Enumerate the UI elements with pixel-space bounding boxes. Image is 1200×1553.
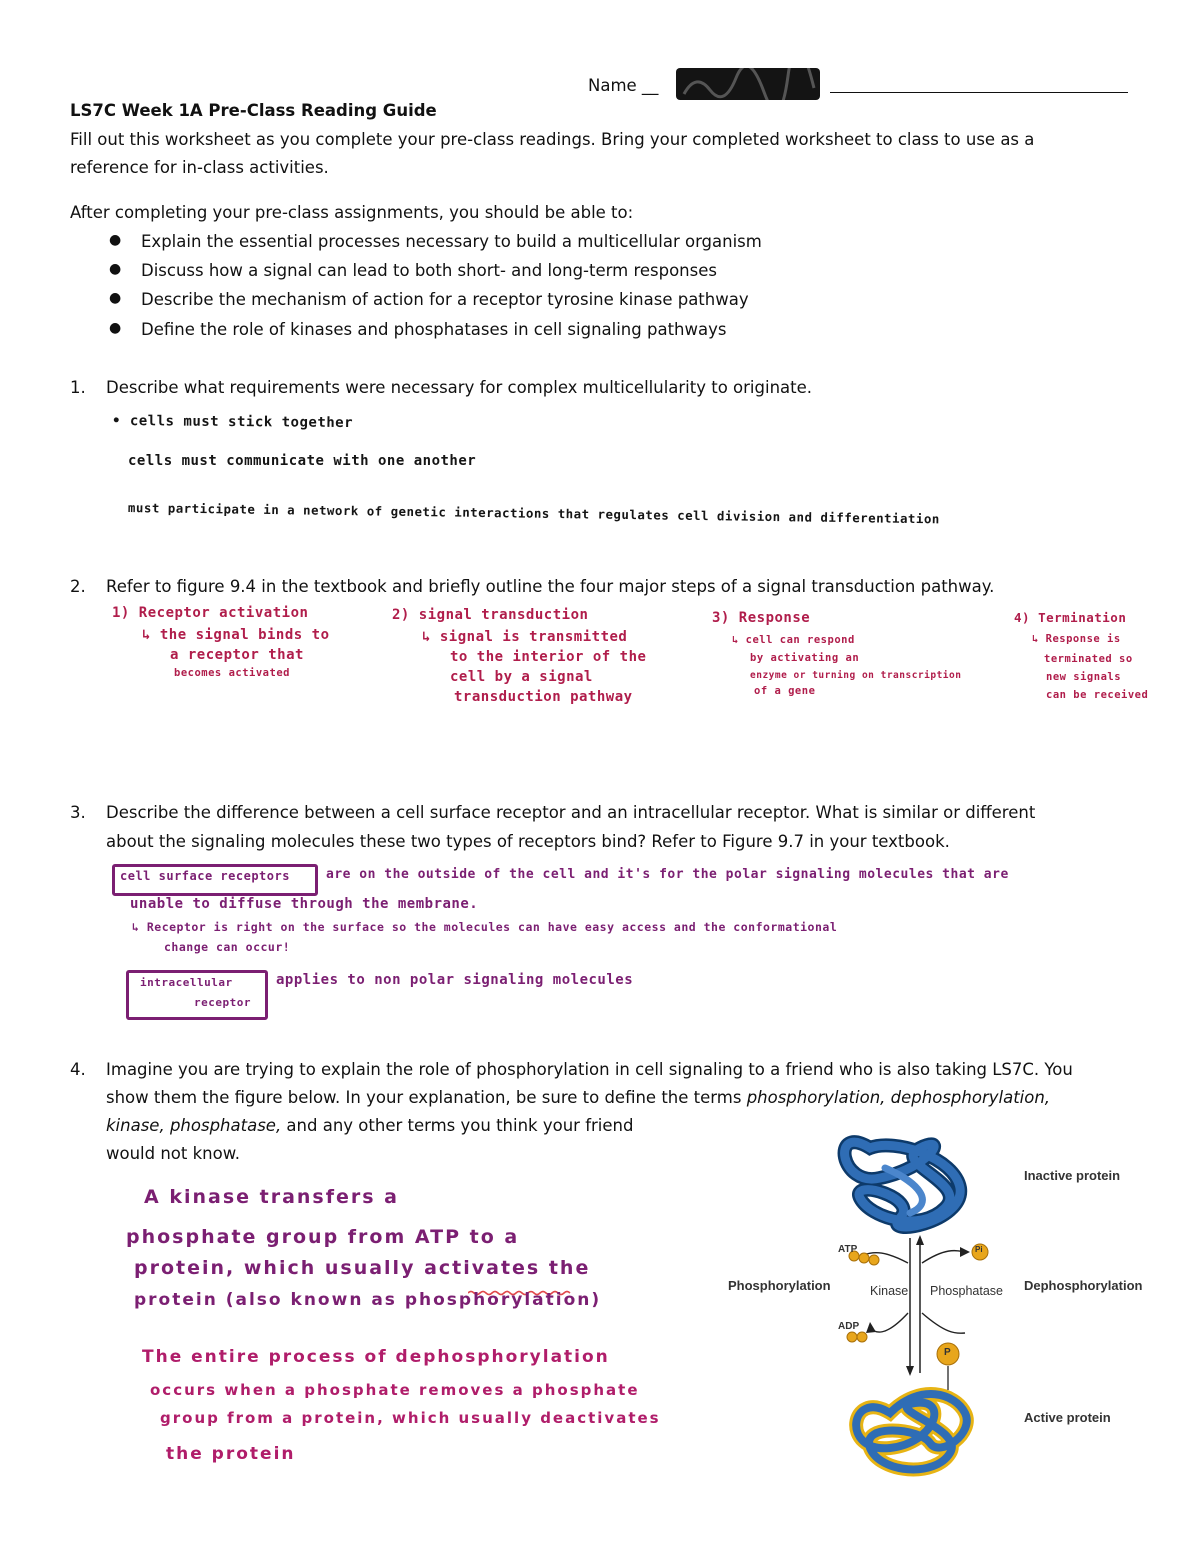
intro-line-2: reference for in-class activities.	[70, 158, 329, 177]
answer-2-step-1: 1) Receptor activation ↳ the signal binds to a receptor that becomes activated	[112, 605, 330, 679]
kinase-label: Kinase	[870, 1284, 909, 1298]
active-protein-icon	[856, 1394, 967, 1469]
question-3: 3. Describe the difference between a cell surface receptor and an intracellular receptor. What is similar or different	[70, 803, 1036, 822]
spellcheck-underline	[468, 1281, 572, 1285]
answer-4-line-5: The entire process of dephosphorylation	[142, 1347, 610, 1367]
objective-item: ● Explain the essential processes necessary to build a multicellular organism	[109, 232, 762, 251]
atp-label: ATP	[838, 1244, 858, 1255]
objectives-intro: After completing your pre-class assignments, you should be able to:	[70, 203, 634, 222]
redacted-name	[676, 68, 820, 100]
name-underline	[830, 92, 1128, 93]
question-2: 2. Refer to figure 9.4 in the textbook and briefly outline the four major steps of a signal transduction pathway.	[70, 577, 995, 596]
objective-item: ● Describe the mechanism of action for a receptor tyrosine kinase pathway	[109, 290, 749, 309]
dephosphorylation-label: Dephosphorylation	[1024, 1278, 1143, 1293]
phosphorylation-figure	[720, 1128, 1160, 1478]
page-title: LS7C Week 1A Pre-Class Reading Guide	[70, 101, 437, 120]
question-1: 1. Describe what requirements were necessary for complex multicellularity to originate.	[70, 378, 813, 397]
answer-4-line-2: phosphate group from ATP to a	[126, 1226, 520, 1248]
phosphatase-label: Phosphatase	[930, 1284, 1003, 1298]
question-4-line-2: show them the figure below. In your explanation, be sure to define the terms phosphorylation, dephosphorylation,	[106, 1088, 1051, 1107]
intro-line-1: Fill out this worksheet as you complete your pre-class readings. Bring your completed worksheet to class to use as a	[70, 130, 1035, 149]
question-4-line-3: kinase, phosphatase, and any other terms you think your friend	[106, 1116, 634, 1135]
answer-4-line-1: A kinase transfers a	[144, 1186, 400, 1208]
answer-2-step-4: 4) Termination ↳ Response is terminated so new signals can be received	[1014, 610, 1149, 701]
p-label: P	[944, 1347, 951, 1358]
answer-1-line-3: must participate in a network of genetic interactions that regulates cell division and differentiation	[127, 500, 940, 527]
answer-1-line-2: cells must communicate with one another	[128, 453, 477, 469]
objective-item: ● Discuss how a signal can lead to both short- and long-term responses	[109, 261, 717, 280]
name-label: Name __	[588, 76, 659, 95]
question-3-line-2: about the signaling molecules these two types of receptors bind? Refer to Figure 9.7 in your textbook.	[106, 832, 950, 851]
answer-4-line-4: protein (also known as phosphorylation)	[134, 1290, 602, 1310]
answer-2-step-3: 3) Response ↳ cell can respond by activating an enzyme or turning on transcription of a gene	[712, 610, 962, 697]
answer-4-line-8: the protein	[166, 1444, 296, 1464]
answer-4-line-7: group from a protein, which usually deactivates	[160, 1409, 661, 1427]
inactive-protein-icon	[845, 1142, 961, 1227]
answer-4-line-3: protein, which usually activates the	[134, 1257, 591, 1279]
objective-item: ● Define the role of kinases and phosphatases in cell signaling pathways	[109, 320, 727, 339]
answer-2-step-2: 2) signal transduction ↳ signal is transmitted to the interior of the cell by a signal transduction pathway	[392, 607, 647, 705]
answer-1-line-1: • cells must stick together	[111, 412, 354, 432]
pi-label: Pi	[975, 1245, 983, 1254]
question-4-line-4: would not know.	[106, 1144, 240, 1163]
phosphorylation-label: Phosphorylation	[728, 1278, 831, 1293]
active-protein-label: Active protein	[1024, 1410, 1111, 1425]
inactive-protein-label: Inactive protein	[1024, 1168, 1121, 1183]
question-4: 4. Imagine you are trying to explain the role of phosphorylation in cell signaling to a friend who is also taking LS7C. You	[70, 1060, 1073, 1079]
answer-4-line-6: occurs when a phosphate removes a phosphate	[150, 1381, 640, 1399]
adp-label: ADP	[838, 1321, 860, 1332]
